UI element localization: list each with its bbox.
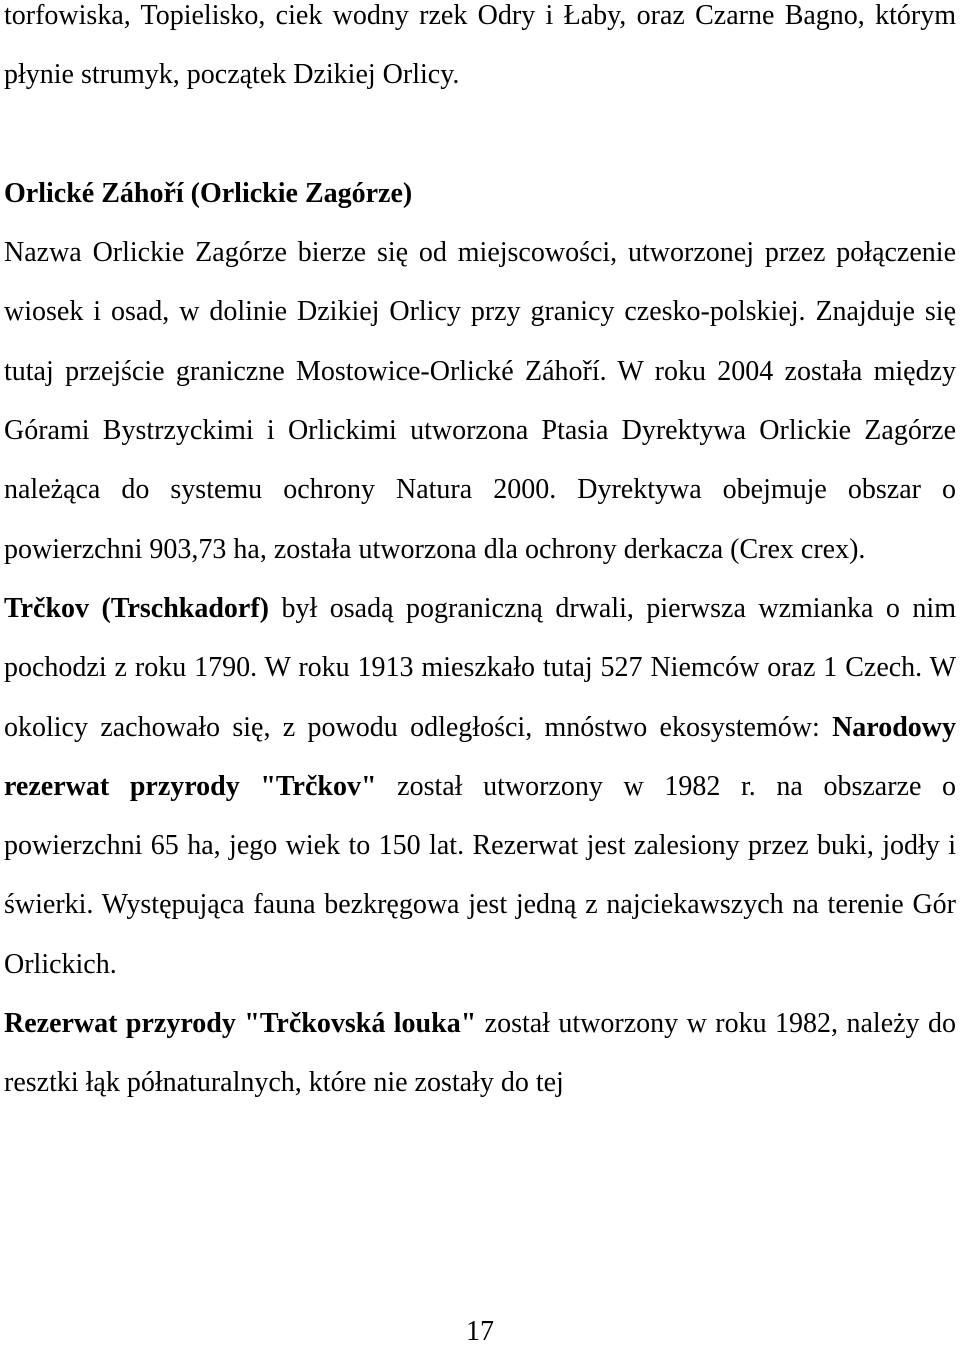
page-number: 17 <box>466 1316 494 1347</box>
section-heading: Orlické Záhoří (Orlickie Zagórze) <box>4 177 413 209</box>
trckov-text-part1: był osadą pograniczną drwali, pierwsza wzmianka o nim pochodzi z roku 1790. W roku 1913 mieszkało tutaj 527 Niemców oraz 1 Czech. W okolicy zachowało się, z powodu odległości, mnóstwo ekosystemów: <box>4 592 956 743</box>
trckov-text-part2: został utworzony w 1982 r. na obszarze o powierzchni 65 ha, jego wiek to 150 lat. Rezerwat jest zalesiony przez buki, jodły i świerki. Występująca fauna bezkręgowa jest jedną z najciekawszych na terenie Gór Orlickich. <box>4 770 957 980</box>
trckov-name-bold: Trčkov (Trschkadorf) <box>4 592 269 624</box>
paragraph-orlickie-zagorze: Nazwa Orlickie Zagórze bierze się od miejscowości, utworzonej przez połączenie wiosek i osad, w dolinie Dzikiej Orlicy przy granicy czesko-polskiej. Znajduje się tutaj przejście graniczne Mostowice-Orlické Záhoří. W roku 2004 została między Górami Bystrzyckimi i Orlickimi utworzona Ptasia Dyrektywa Orlickie Zagórze należąca do systemu ochrony Natura 2000. Dyrektywa obejmuje obszar o powierzchni 903,73 ha, została utworzona dla ochrony derkacza (Crex crex). <box>4 237 956 565</box>
louka-text-part1: został utworzony w roku 1982, należy do resztki łąk półnaturalnych, które nie zostały do tej <box>4 1008 956 1099</box>
paragraph-trckov <box>4 579 956 994</box>
document-page <box>4 0 956 1113</box>
paragraph-trckovska-louka <box>4 994 956 1113</box>
intro-paragraph: torfowiska, Topielisko, ciek wodny rzek Odry i Łaby, oraz Czarne Bagno, którym płynie strumyk, początek Dzikiej Orlicy. <box>4 0 956 91</box>
reserve-name-bold: Narodowy rezerwat przyrody "Trčkov" <box>4 711 956 802</box>
louka-name-bold: Rezerwat przyrody "Trčkovská louka" <box>4 1008 477 1040</box>
paragraph-spacer <box>4 105 956 164</box>
